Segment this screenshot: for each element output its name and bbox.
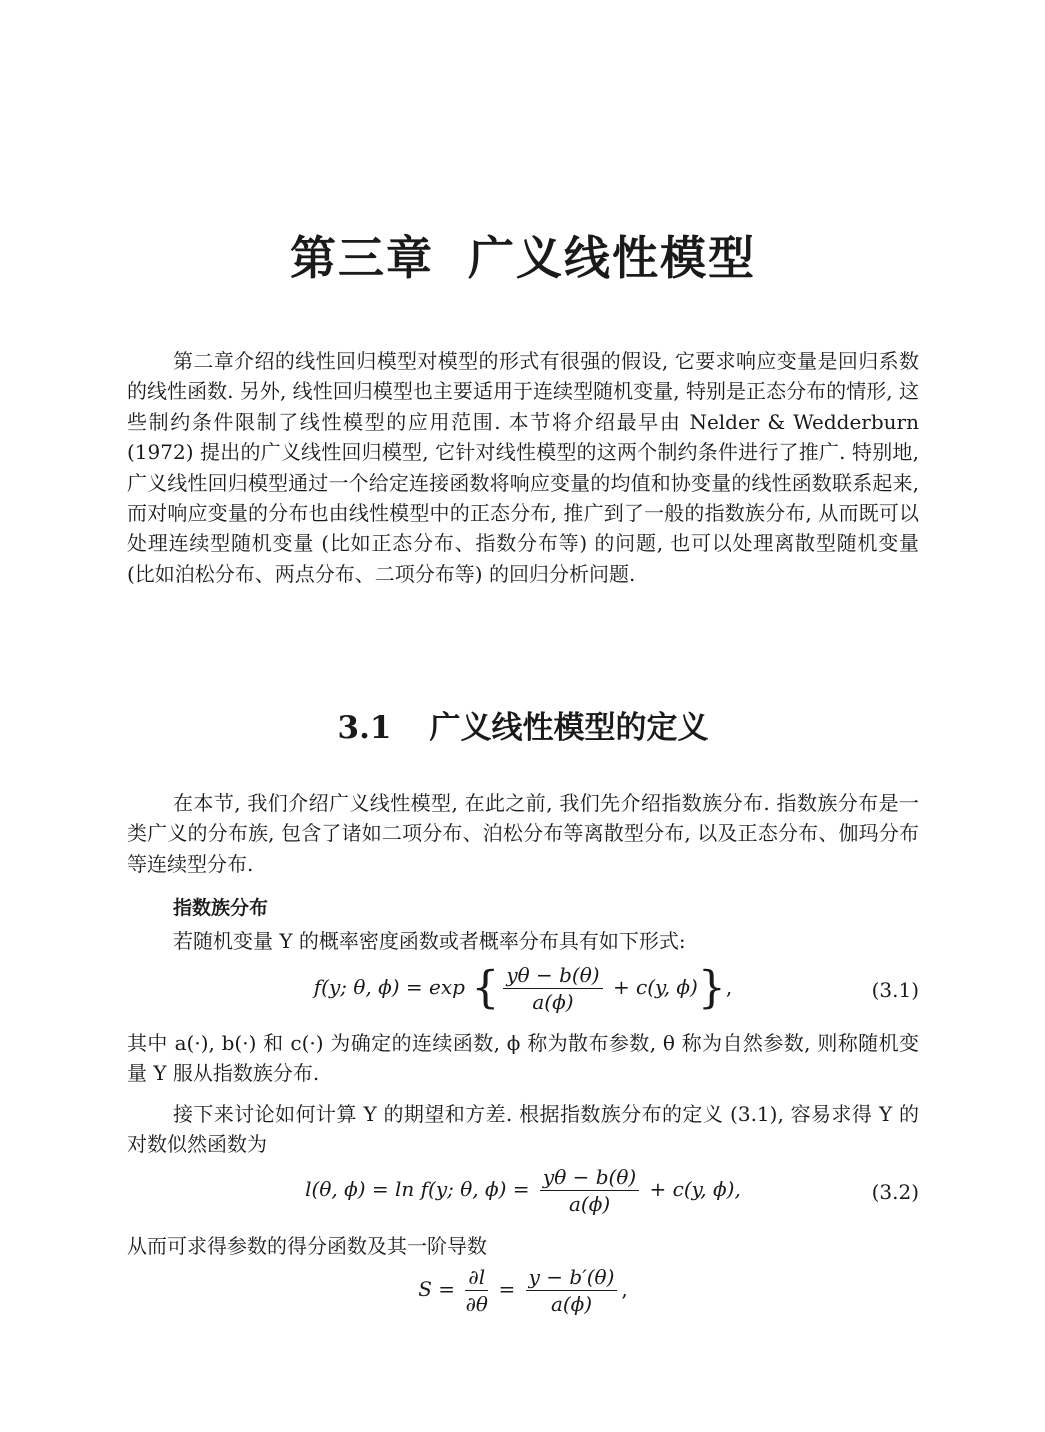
section-name: 广义线性模型的定义 xyxy=(429,710,709,746)
eq3-denominator-1: ∂θ xyxy=(465,1292,488,1316)
eq1-rest: + c(y, ϕ) xyxy=(612,975,698,999)
equation-score xyxy=(127,1266,919,1326)
chapter-number: 第三章 xyxy=(290,231,434,285)
intro-paragraph: 第二章介绍的线性回归模型对模型的形式有很强的假设, 它要求响应变量是回归系数的线性函数. 另外, 线性回归模型也主要适用于连续型随机变量, 特别是正态分布的情形, 这些制约条件限制了线性模型的应用范围. 本节将介绍最早由 Nelder & Wedderburn (1972) 提出的广义线性回归模型, 它针对线性模型的这两个制约条件进行了推广. 特别地, 广义线性回归模型通过一个给定连接函数将响应变量的均值和协变量的线性函数联系起来, 而对响应变量的分布也由线性模型中的正态分布, 推广到了一般的指数族分布, 从而既可以处理连续型随机变量 (比如正态分布、指数分布等) 的问题, 也可以处理离散型随机变量 (比如泊松分布、两点分布、二项分布等) 的回归分析问题. xyxy=(127,349,919,586)
equation-3-2 xyxy=(127,1166,919,1226)
eq1-trail: , xyxy=(725,975,733,999)
eq2-numerator: yθ − b(θ) xyxy=(540,1166,639,1191)
para-before-eq2: 接下来讨论如何计算 Y 的期望和方差. 根据指数族分布的定义 (3.1), 容易求得 Y 的对数似然函数为 xyxy=(127,1102,919,1157)
eq3-lhs: S = xyxy=(418,1277,456,1301)
section-number: 3.1 xyxy=(337,710,392,746)
eq3-numerator-2: y − b′(θ) xyxy=(526,1266,618,1291)
eq3-fraction-1 xyxy=(465,1266,488,1315)
right-brace: } xyxy=(697,962,726,1014)
eq1-denominator: a(ϕ) xyxy=(532,990,574,1014)
section-title xyxy=(127,702,919,747)
eq3-equals: = xyxy=(498,1277,516,1301)
eq3-numerator-1: ∂l xyxy=(465,1266,488,1291)
subheading: 指数族分布 xyxy=(173,897,269,919)
para-after-eq1: 其中 a(·), b(·) 和 c(·) 为确定的连续函数, ϕ 称为散布参数, θ 称为自然参数, 则称随机变量 Y 服从指数族分布. xyxy=(127,1031,919,1086)
eq2-lhs: l(θ, ϕ) = ln f(y; θ, ϕ) = xyxy=(305,1177,530,1201)
equation-body xyxy=(127,1166,919,1215)
eq2-denominator: a(ϕ) xyxy=(568,1192,611,1216)
eq2-fraction xyxy=(540,1166,639,1215)
eq2-rest: + c(y, ϕ), xyxy=(649,1177,741,1201)
equation-tag-3-2: (3.2) xyxy=(871,1180,919,1204)
section-paragraph: 在本节, 我们介绍广义线性模型, 在此之前, 我们先介绍指数族分布. 指数族分布是一类广义的分布族, 包含了诸如二项分布、泊松分布等离散型分布, 以及正态分布、伽玛分布等连续型分布. xyxy=(127,791,919,876)
eq3-denominator-2: a(ϕ) xyxy=(550,1292,593,1316)
equation-body xyxy=(127,1266,919,1315)
equation-3-1 xyxy=(127,960,919,1020)
para-before-eq1: 若随机变量 Y 的概率密度函数或者概率分布具有如下形式: xyxy=(173,929,686,953)
equation-body xyxy=(127,964,919,1013)
left-brace: { xyxy=(471,962,500,1014)
eq3-trail: , xyxy=(621,1277,628,1301)
eq1-numerator: yθ − b(θ) xyxy=(503,964,602,989)
eq1-fraction xyxy=(503,964,602,1013)
chapter-name: 广义线性模型 xyxy=(468,231,756,285)
eq1-lhs: f(y; θ, ϕ) = exp xyxy=(313,975,465,999)
chapter-title xyxy=(127,222,919,288)
para-before-eq3: 从而可求得参数的得分函数及其一阶导数 xyxy=(127,1234,487,1258)
equation-tag-3-1: (3.1) xyxy=(871,978,919,1002)
eq3-fraction-2 xyxy=(526,1266,618,1315)
